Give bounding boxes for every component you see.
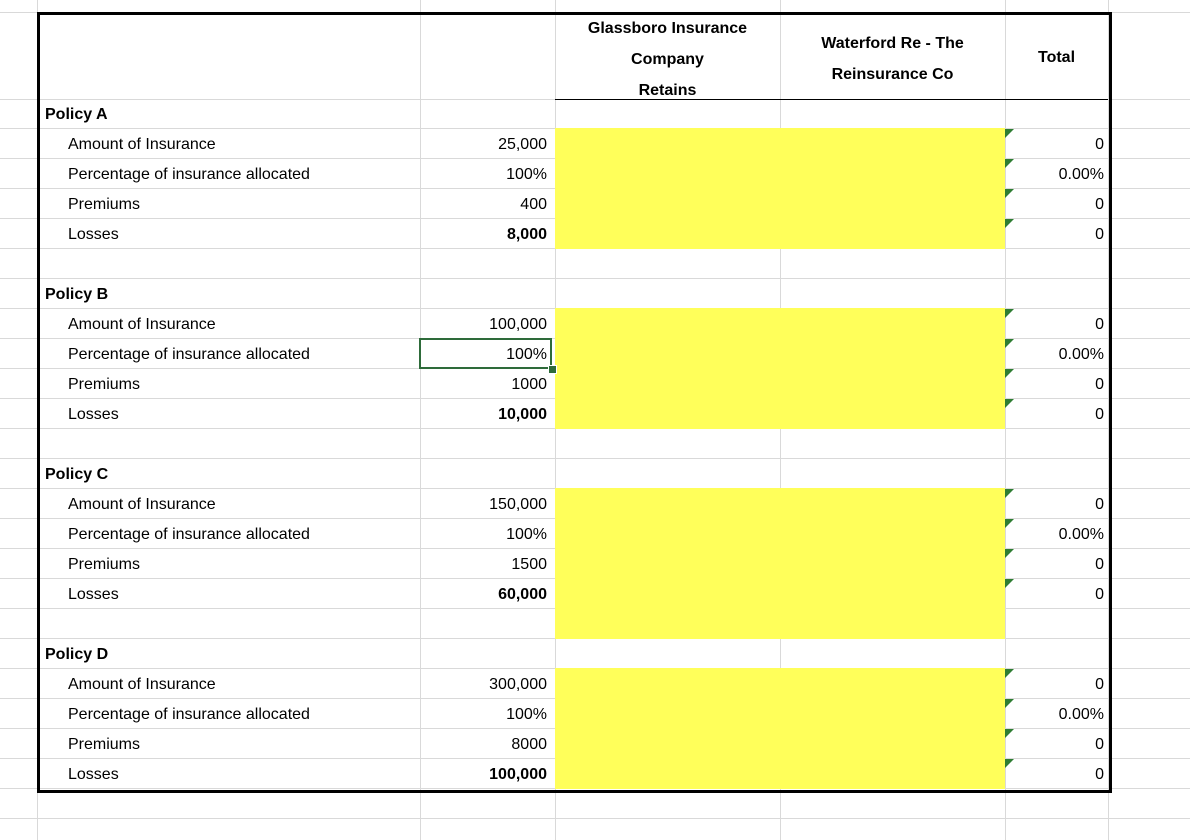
error-indicator-icon[interactable] (1005, 309, 1014, 318)
policy-d-premiums-total[interactable]: 0 (1095, 736, 1104, 753)
policy-b-amount-total[interactable]: 0 (1095, 316, 1104, 333)
policy-c-losses-label[interactable]: Losses (68, 586, 119, 603)
error-indicator-icon[interactable] (1005, 399, 1014, 408)
policy-a-losses-label[interactable]: Losses (68, 226, 119, 243)
policy-c-amount-label[interactable]: Amount of Insurance (68, 496, 216, 513)
policy-b-premiums-label[interactable]: Premiums (68, 376, 141, 393)
error-indicator-icon[interactable] (1005, 219, 1014, 228)
policy-a-percentage-total[interactable]: 0.00% (1058, 166, 1104, 183)
header-glassboro-line-3: Retains (638, 82, 697, 99)
header-waterford-line-2: Reinsurance Co (831, 66, 954, 83)
policy-a-amount-label[interactable]: Amount of Insurance (68, 136, 216, 153)
policy-c-amount-value[interactable]: 150,000 (489, 496, 547, 513)
error-indicator-icon[interactable] (1005, 339, 1014, 348)
error-indicator-icon[interactable] (1005, 159, 1014, 168)
policy-b-premiums-value[interactable]: 1000 (511, 376, 547, 393)
policy-b-title[interactable]: Policy B (45, 286, 109, 303)
policy-d-losses-total[interactable]: 0 (1095, 766, 1104, 783)
error-indicator-icon[interactable] (1005, 189, 1014, 198)
policy-c-premiums-total[interactable]: 0 (1095, 556, 1104, 573)
policy-b-amount-label[interactable]: Amount of Insurance (68, 316, 216, 333)
policy-b-percentage-label[interactable]: Percentage of insurance allocated (68, 346, 310, 363)
policy-a-amount-total[interactable]: 0 (1095, 136, 1104, 153)
policy-c-percentage-value[interactable]: 100% (506, 526, 547, 543)
policy-b-losses-value[interactable]: 10,000 (498, 406, 547, 423)
policy-d-amount-label[interactable]: Amount of Insurance (68, 676, 216, 693)
error-indicator-icon[interactable] (1005, 669, 1014, 678)
policy-c-premiums-value[interactable]: 1500 (511, 556, 547, 573)
policy-a-premiums-total[interactable]: 0 (1095, 196, 1104, 213)
policy-c-amount-total[interactable]: 0 (1095, 496, 1104, 513)
error-indicator-icon[interactable] (1005, 129, 1014, 138)
error-indicator-icon[interactable] (1005, 579, 1014, 588)
error-indicator-icon[interactable] (1005, 699, 1014, 708)
error-indicator-icon[interactable] (1005, 759, 1014, 768)
error-indicator-icon[interactable] (1005, 519, 1014, 528)
policy-c-percentage-total[interactable]: 0.00% (1058, 526, 1104, 543)
policy-c-premiums-label[interactable]: Premiums (68, 556, 141, 573)
error-indicator-icon[interactable] (1005, 729, 1014, 738)
policy-b-losses-total[interactable]: 0 (1095, 406, 1104, 423)
policy-b-premiums-total[interactable]: 0 (1095, 376, 1104, 393)
header-total-label: Total (1037, 49, 1076, 66)
policy-a-losses-value[interactable]: 8,000 (506, 226, 547, 243)
policy-c-title[interactable]: Policy C (45, 466, 109, 483)
policy-b-losses-label[interactable]: Losses (68, 406, 119, 423)
policy-d-percentage-value[interactable]: 100% (506, 706, 547, 723)
header-total[interactable] (1005, 42, 1108, 73)
policy-d-percentage-label[interactable]: Percentage of insurance allocated (68, 706, 310, 723)
policy-a-title[interactable]: Policy A (45, 106, 108, 123)
policy-d-losses-value[interactable]: 100,000 (489, 766, 547, 783)
policy-d-losses-label[interactable]: Losses (68, 766, 119, 783)
header-waterford[interactable] (780, 28, 1005, 90)
error-indicator-icon[interactable] (1005, 549, 1014, 558)
policy-c-losses-value[interactable]: 60,000 (498, 586, 547, 603)
policy-d-percentage-total[interactable]: 0.00% (1058, 706, 1104, 723)
policy-c-losses-total[interactable]: 0 (1095, 586, 1104, 603)
policy-a-amount-value[interactable]: 25,000 (498, 136, 547, 153)
policy-d-premiums-label[interactable]: Premiums (68, 736, 141, 753)
header-glassboro[interactable] (555, 13, 780, 106)
policy-b-percentage-total[interactable]: 0.00% (1058, 346, 1104, 363)
header-glassboro-line-2: Company (631, 51, 704, 68)
policy-a-percentage-value[interactable]: 100% (506, 166, 547, 183)
policy-d-amount-value[interactable]: 300,000 (489, 676, 547, 693)
policy-b-amount-value[interactable]: 100,000 (489, 316, 547, 333)
fill-handle[interactable] (548, 365, 557, 374)
policy-a-losses-total[interactable]: 0 (1095, 226, 1104, 243)
policy-a-percentage-label[interactable]: Percentage of insurance allocated (68, 166, 310, 183)
policy-b-percentage-value[interactable]: 100% (506, 346, 547, 363)
policy-a-premiums-value[interactable]: 400 (520, 196, 547, 213)
policy-d-amount-total[interactable]: 0 (1095, 676, 1104, 693)
policy-c-percentage-label[interactable]: Percentage of insurance allocated (68, 526, 310, 543)
header-waterford-line-1: Waterford Re - The (821, 35, 964, 52)
selected-cell-outline (419, 338, 552, 369)
policy-d-title[interactable]: Policy D (45, 646, 109, 663)
header-glassboro-line-1: Glassboro Insurance (587, 20, 748, 37)
policy-d-premiums-value[interactable]: 8000 (511, 736, 547, 753)
policy-a-premiums-label[interactable]: Premiums (68, 196, 141, 213)
error-indicator-icon[interactable] (1005, 489, 1014, 498)
error-indicator-icon[interactable] (1005, 369, 1014, 378)
